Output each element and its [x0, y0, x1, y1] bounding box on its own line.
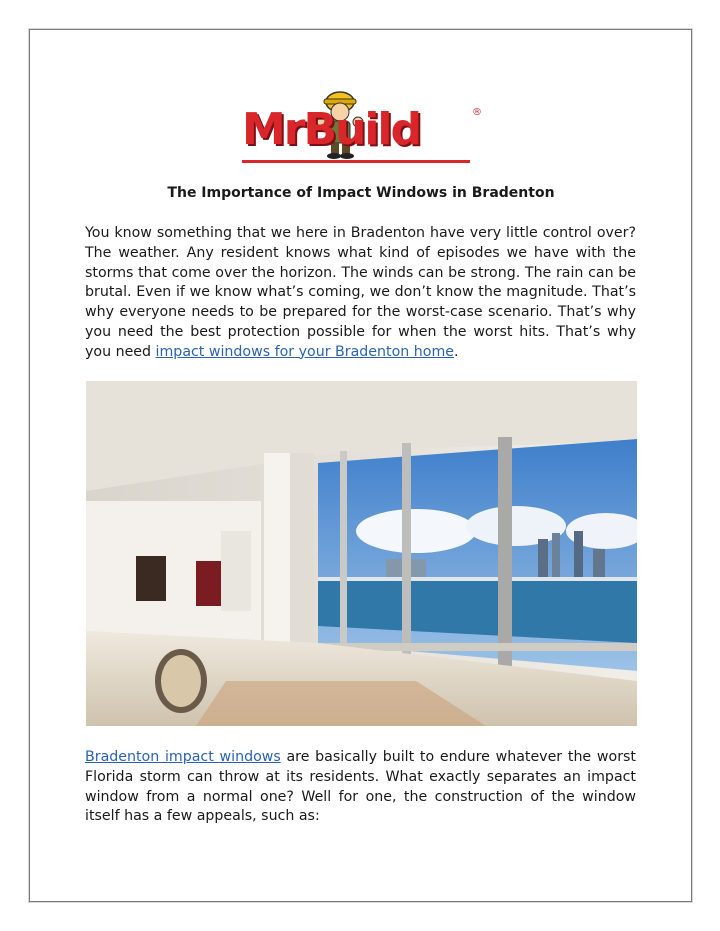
- body-paragraph: [85, 748, 636, 827]
- body-text: are basically built to endure whatever the worst Florida storm can throw at its residents. What exactly separates an impact window from a normal one? Well for one, the construction of the window itself has a few appeals, such as:: [85, 749, 636, 825]
- intro-text: You know something that we here in Bradenton have very little control over? The weather. Any resident knows what kind of episodes we have with the storms that come over the horizon. The winds can be strong. The rain can be brutal. Even if we know what’s coming, we don’t know the magnitude. That’s why everyone needs to be prepared for the worst-case scenario. That’s why you need the best protection possible for when the worst hits. That’s why you need: [85, 225, 636, 360]
- logo-underline: [242, 160, 470, 163]
- article-title: The Importance of Impact Windows in Bradenton: [167, 185, 555, 201]
- logo-brand-text: MrBuild: [242, 104, 421, 155]
- bradenton-impact-windows-link[interactable]: Bradenton impact windows: [85, 749, 281, 765]
- intro-paragraph: [85, 224, 636, 363]
- interior-sliding-glass-doors-photo: [86, 381, 637, 726]
- mr-build-logo: [242, 82, 482, 168]
- intro-end: .: [454, 343, 459, 360]
- document-page: [29, 29, 692, 902]
- impact-windows-link[interactable]: impact windows for your Bradenton home: [155, 343, 454, 360]
- registered-mark: ®: [472, 107, 482, 118]
